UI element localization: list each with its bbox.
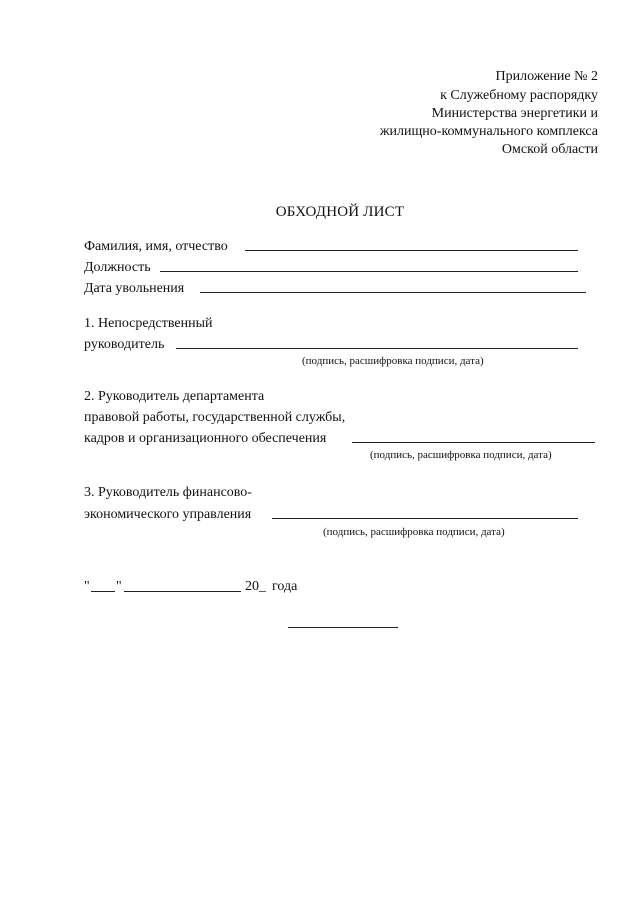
date-year-suffix: года	[272, 579, 298, 594]
section1-signature-line[interactable]	[176, 348, 578, 349]
section3-signature-note: (подпись, расшифровка подписи, дата)	[323, 526, 505, 538]
section3-line1: 3. Руководитель финансово-	[84, 485, 252, 500]
section1-line1: 1. Непосредственный	[84, 316, 213, 331]
dismissal-date-label: Дата увольнения	[84, 281, 185, 296]
fio-input-line[interactable]	[245, 250, 578, 251]
section3-line2: экономического управления	[84, 507, 252, 522]
section2-signature-line[interactable]	[352, 442, 595, 443]
header-line-3: Министерства энергетики и	[431, 106, 598, 121]
header-line-1: Приложение № 2	[495, 69, 598, 84]
date-quote-open: "	[84, 579, 90, 594]
header-line-2: к Служебному распорядку	[440, 88, 598, 103]
document-title: ОБХОДНОЙ ЛИСТ	[275, 204, 405, 220]
position-label: Должность	[84, 260, 151, 275]
final-signature-line[interactable]	[288, 627, 398, 628]
section3-signature-line[interactable]	[272, 518, 578, 519]
date-month-line[interactable]	[124, 591, 241, 592]
section1-line2: руководитель	[84, 337, 165, 352]
date-day-line[interactable]	[91, 591, 115, 592]
position-input-line[interactable]	[160, 271, 578, 272]
section2-signature-note: (подпись, расшифровка подписи, дата)	[370, 449, 552, 461]
date-year-prefix: 20_	[245, 579, 266, 594]
date-quote-close: "	[116, 579, 122, 594]
dismissal-date-input-line[interactable]	[200, 292, 586, 293]
header-line-5: Омской области	[501, 142, 598, 157]
section2-line1: 2. Руководитель департамента	[84, 389, 265, 404]
fio-label: Фамилия, имя, отчество	[84, 239, 228, 254]
section2-line3: кадров и организационного обеспечения	[84, 431, 327, 446]
header-line-4: жилищно-коммунального комплекса	[379, 124, 598, 139]
section2-line2: правовой работы, государственной службы,	[84, 410, 346, 425]
section1-signature-note: (подпись, расшифровка подписи, дата)	[302, 355, 484, 367]
